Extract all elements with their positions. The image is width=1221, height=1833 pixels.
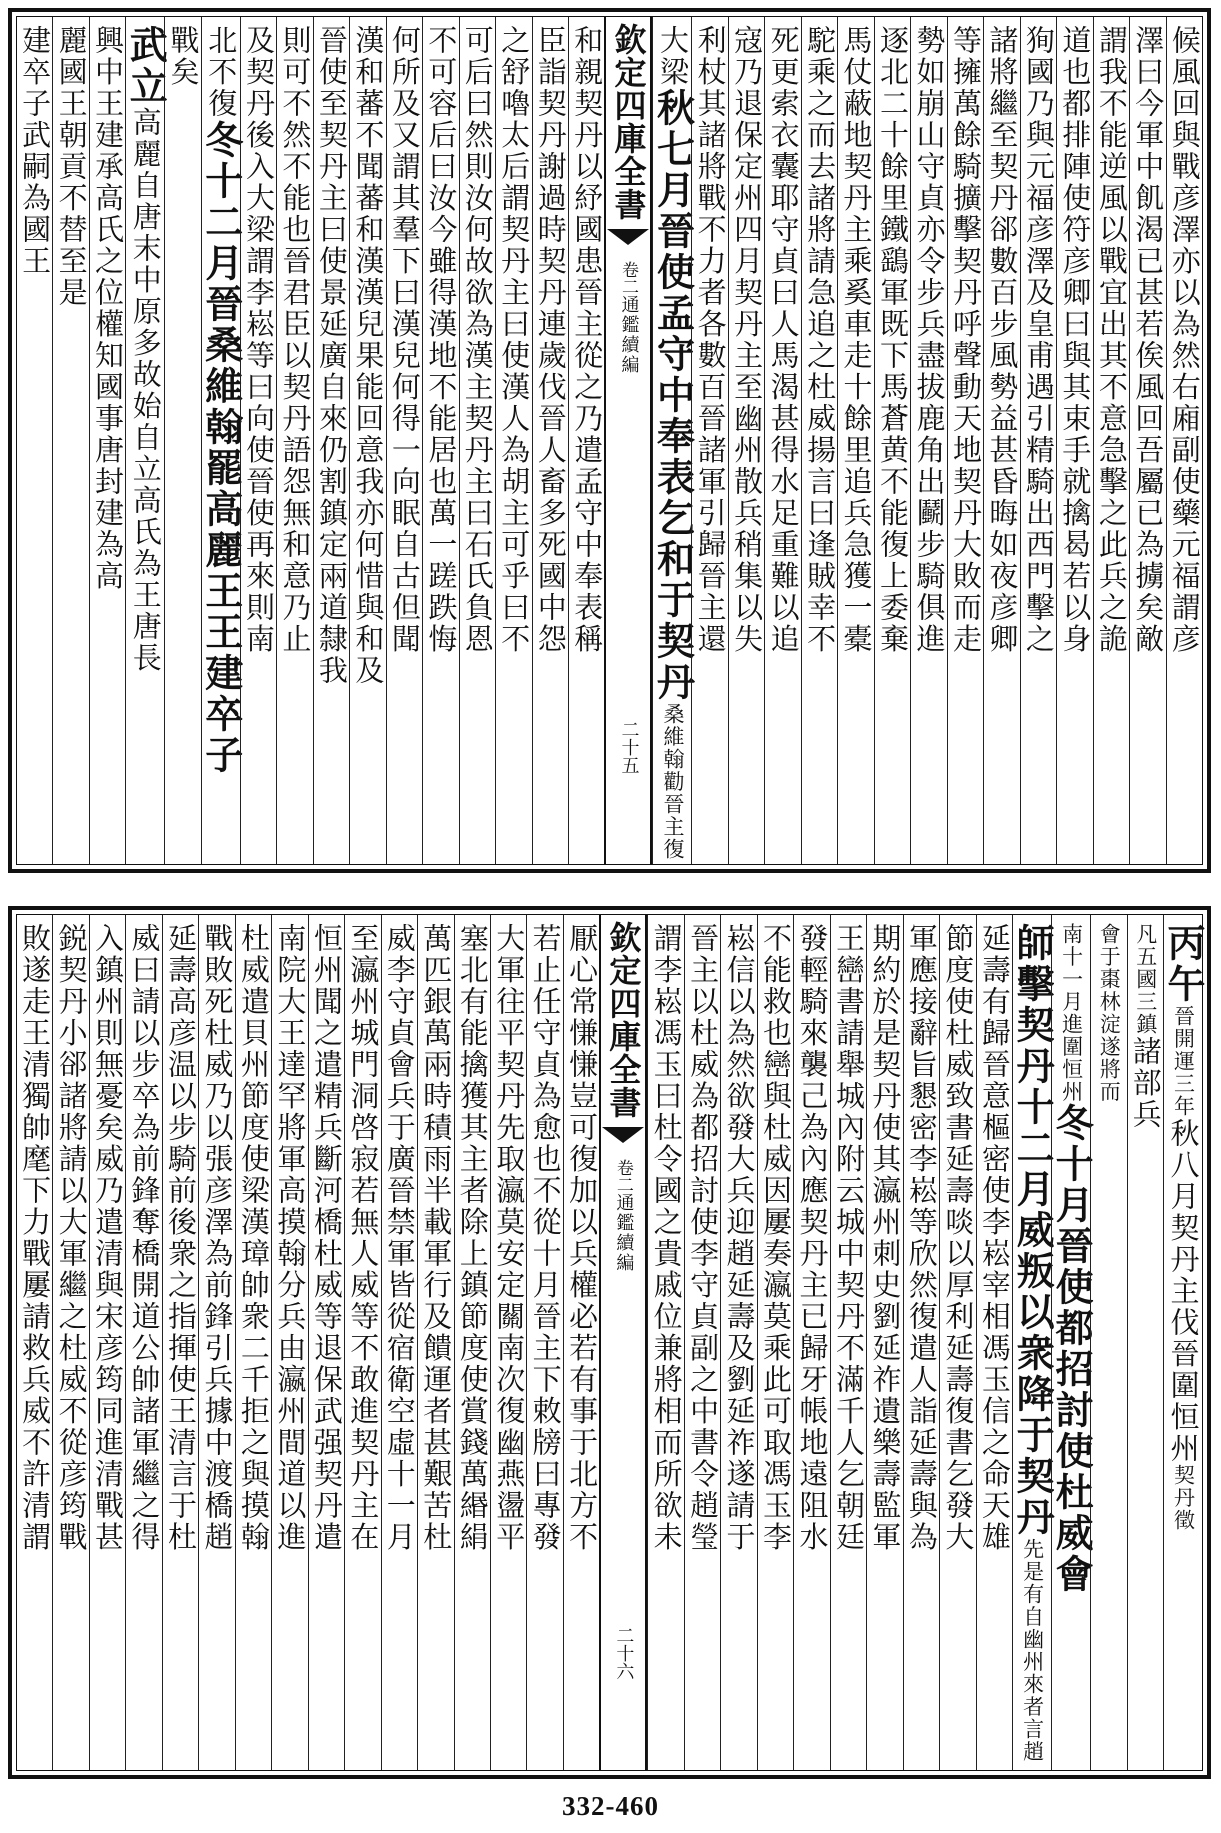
main-text: 等擁萬餘騎擴擊契丹呼聲動天地契丹大敗而走 [948,25,983,655]
book-title: 通鑑續編 [613,1193,635,1273]
main-text: 狥國乃與元福彦澤及皇甫遇引精騎出西門擊之 [1021,25,1056,655]
text-column [757,915,793,1770]
text-column [837,17,873,864]
main-text: 萬匹銀萬兩時積雨半載軍行及饋運者甚艱苦杜 [419,923,454,1553]
text-column [89,17,125,864]
top-page-text-area [16,16,1203,865]
text-column [349,17,385,864]
text-column [198,17,244,864]
text-column [271,915,307,1770]
text-column [123,17,169,864]
main-text: 敗遂走王清獨帥麾下力戰屢請救兵威不許清謂 [18,923,53,1553]
main-text: 王巒書請舉城內附云城中契丹不滿千人乞朝廷 [831,923,866,1553]
main-text: 道也都排陣使符彦卿曰與其束手就擒曷若以身 [1058,25,1093,655]
main-text: 秋八月契丹主伐晉圍恒州 [1166,1117,1201,1464]
main-text: 勢如崩山守貞亦令步兵盡拔鹿角出鬬步騎俱進 [912,25,947,655]
main-text: 期約於是契丹使其瀛州刺史劉延祚遺樂壽監軍 [868,923,903,1553]
main-text: 節度使杜威致書延壽啖以厚利延壽復書乞發大 [941,923,976,1553]
main-text: 可后曰然則汝何故欲為漢主契丹主曰石氏負恩 [460,25,495,655]
entry-heading-text: 冬十二月晉桑維翰罷高麗王王建卒子 [198,119,244,776]
main-text: 戰敗死杜威乃以張彦澤為前鋒引兵據中渡橋趙 [200,923,235,1553]
main-text: 若止任守貞為愈也不從十月晉主下敕牓曰專發 [528,923,563,1553]
fishtail-mark-icon [607,229,649,245]
text-column [1049,915,1095,1770]
text-column [1166,17,1202,864]
text-column [939,915,975,1770]
text-column [910,17,946,864]
text-column [422,17,458,864]
text-column [17,17,52,864]
text-column [276,17,312,864]
main-text: 大軍往平契丹先取瀛莫安定關南次復幽燕盪平 [492,923,527,1553]
main-text: 不能救也巒與杜威因屢奏瀛莫乘此可取馮玉李 [759,923,794,1553]
text-column [874,17,910,864]
text-column [903,915,939,1770]
entry-heading-text: 冬十月晉使都招討使杜威會 [1049,1103,1095,1595]
text-column [52,17,88,864]
series-title: 欽定四庫全書 [609,23,648,221]
main-text: 逐北二十餘里鐵鷂軍既下馬蒼黄不能復上委棄 [876,25,911,655]
main-text: 諸部兵 [1128,1035,1163,1130]
main-text: 寇乃退保定州四月契丹主至幽州散兵稍集以失 [730,25,765,655]
text-column [532,17,568,864]
leaf-number: 二十六 [613,1626,635,1680]
text-column [728,17,764,864]
main-text: 駝乘之而去諸將請急追之杜威揚言曰逢賊幸不 [803,25,838,655]
main-text: 何所及又謂其羣下曰漢兒何得一向眠自古但聞 [387,25,422,655]
text-column [386,17,422,864]
main-text: 漢和蕃不聞蕃和漢漢兒果能回意我亦何惜與和及 [351,25,386,687]
annotation-text: 晉開運三年 [1171,1005,1196,1118]
center-fold-strip [599,915,647,1770]
annotation-text: 凡五國三鎮 [1133,923,1158,1036]
main-text: 謂李崧馮玉曰杜令國之貴戚位兼將相而所欲未 [649,923,684,1553]
main-text: 利杖其諸將戰不力者各數百晉諸軍引歸晉主還 [693,25,728,655]
text-column [1010,915,1056,1770]
text-column [684,915,720,1770]
text-column [563,915,599,1770]
text-column [308,915,344,1770]
text-column [89,915,125,1770]
main-text: 南院大王達罕將軍高摸翰分兵由瀛州間道以進 [273,923,308,1553]
text-column [647,915,683,1770]
text-column [1161,915,1206,1770]
main-text: 延壽有歸晉意樞密使李崧宰相馮玉信之命天雄 [977,923,1012,1553]
text-column [1129,17,1165,864]
text-column [164,17,200,864]
main-text: 和親契丹以紓國患晉主從之乃遣孟守中奉表稱 [570,25,605,655]
main-text: 高麗自唐末中原多故始自立高氏為王唐長 [128,107,163,674]
text-column [235,915,271,1770]
text-column [495,17,531,864]
text-column [720,915,756,1770]
main-text: 北不復 [204,25,239,120]
main-text: 澤曰今軍中飢渴已甚若俟風回吾屬已為擄矣敵 [1131,25,1166,655]
main-text: 死更索衣囊耶守貞曰人馬渴甚得水足重難以追 [766,25,801,655]
main-text: 軍應接辭旨懇密李崧等欣然復遣人詣延壽與為 [904,923,939,1553]
main-text: 之舒嚕太后謂契丹主曰使漢人為胡主可乎曰不 [497,25,532,655]
text-column [866,915,902,1770]
main-text: 謂我不能逆風以戰宜出其不意急擊之此兵之詭 [1094,25,1129,655]
main-text: 興中王建承高氏之位權知國事唐封建為高 [91,25,126,592]
annotation-text: 會于棗林淀遂將而 [1097,923,1122,1103]
text-column [240,17,276,864]
text-column [490,915,526,1770]
entry-heading-text: 武立 [123,25,169,107]
annotation-text: 契丹徵 [1171,1464,1196,1532]
volume-number: 卷二 [617,261,638,295]
top-page [8,8,1211,873]
center-fold-strip [604,17,652,864]
text-column [417,915,453,1770]
main-text: 候風回與戰彦澤亦以為然右廂副使藥元福謂彦 [1167,25,1202,655]
text-column [830,915,866,1770]
main-text: 馬仗蔽地契丹主乘奚車走十餘里追兵急獲一橐 [839,25,874,655]
text-column [1056,17,1092,864]
main-text: 戰矣 [166,25,201,88]
text-column [1090,915,1126,1770]
book-title: 通鑑續編 [618,295,640,375]
text-column [381,915,417,1770]
main-text: 及契丹後入大梁謂李崧等曰向使晉使再來則南 [241,25,276,655]
entry-heading-text: 丙午 [1161,923,1206,1005]
text-column [568,17,604,864]
text-column [162,915,198,1770]
entry-heading-text: 秋七月晉使孟守中奉表乞和于契丹 [650,88,696,703]
fishtail-mark-icon [602,1127,644,1143]
text-column [52,915,88,1770]
text-column [691,17,727,864]
main-text: 發輕騎來襲己為內應契丹主已歸牙帳地遠阻水 [795,923,830,1553]
main-text: 延壽高彦温以步騎前後衆之指揮使王清言于杜 [163,923,198,1553]
main-text: 諸將繼至契丹郤數百步風勢益甚昏晦如夜彦卿 [985,25,1020,655]
main-text: 晉使至契丹主曰使景延廣自來仍割鎮定兩道隸我 [314,25,349,687]
text-column [344,915,380,1770]
annotation-text: 南十一月進圍恒州 [1059,923,1084,1103]
bottom-page [8,906,1211,1779]
text-column [198,915,234,1770]
text-column [1020,17,1056,864]
main-text: 建卒子武嗣為國王 [18,25,53,277]
text-column [793,915,829,1770]
main-text: 不可容后曰汝今雖得漢地不能居也萬一蹉跌悔 [424,25,459,655]
main-text: 威李守貞會兵于廣晉禁軍皆從宿衛空虛十一月 [382,923,417,1553]
text-column [1127,915,1163,1770]
text-column [526,915,562,1770]
text-column [976,915,1012,1770]
page-number: 332-460 [562,1791,659,1821]
entry-heading-text: 師擊契丹十二月威叛以衆降于契丹 [1010,923,1056,1538]
bottom-page-text-area [16,914,1206,1771]
text-column [313,17,349,864]
text-column [459,17,495,864]
text-column [17,915,52,1770]
annotation-text: 先是有自幽州來者言趙 [1020,1538,1045,1763]
series-title: 欽定四庫全書 [604,921,643,1119]
leaf-number: 二十五 [618,720,640,774]
text-column [764,17,800,864]
text-column [1093,17,1129,864]
main-text: 恒州聞之遣精兵斷河橋杜威等退保武强契丹遣 [309,923,344,1553]
main-text: 塞北有能擒獲其主者除上鎮節度使賞錢萬緡絹 [455,923,490,1553]
main-text: 則可不然不能也晉君臣以契丹語怨無和意乃止 [278,25,313,655]
main-text: 至瀛州城門洞啓寂若無人威等不敢進契丹主在 [346,923,381,1553]
text-column [454,915,490,1770]
volume-number: 卷二 [612,1159,633,1193]
main-text: 麗國王朝貢不替至是 [54,25,89,309]
main-text: 晉主以杜威為都招討使李守貞副之中書令趙瑩 [686,923,721,1553]
main-text: 大梁 [655,25,690,88]
text-column [650,17,696,864]
main-text: 鋭契丹小郤諸將請以大軍繼之杜威不從彦筠戰 [54,923,89,1553]
annotation-text: 桑維翰勸晉主復 [660,703,685,861]
main-text: 崧信以為然欲發大兵迎趙延壽及劉延祚遂請于 [722,923,757,1553]
main-text: 杜威遣貝州節度使梁漢璋帥衆二千拒之與摸翰 [236,923,271,1553]
main-text: 臣詣契丹謝過時契丹連歲伐晉人畜多死國中怨 [533,25,568,655]
text-column [125,915,161,1770]
text-column [801,17,837,864]
text-column [947,17,983,864]
main-text: 入鎮州則無憂矣威乃遣清與宋彦筠同進清戰甚 [91,923,126,1553]
main-text: 威曰請以步卒為前鋒奪橋開道公帥諸軍繼之得 [127,923,162,1553]
main-text: 厭心常慊慊豈可復加以兵權必若有事于北方不 [565,923,600,1553]
text-column [983,17,1019,864]
